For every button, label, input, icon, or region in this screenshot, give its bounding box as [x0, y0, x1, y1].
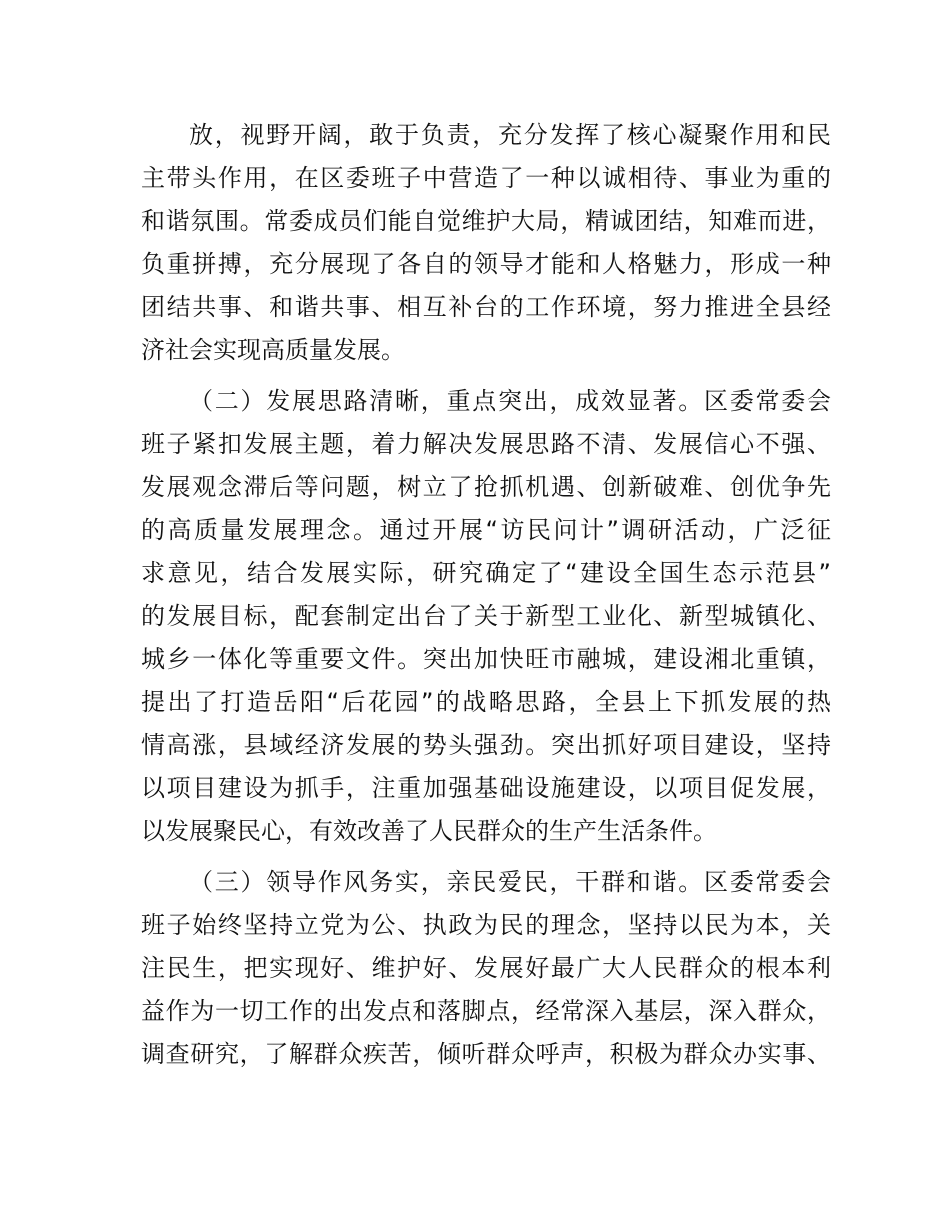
paragraph-3 — [141, 861, 831, 1076]
text-line: 益作为一切工作的出发点和落脚点，经常深入基层，深入群众， — [141, 997, 831, 1025]
text-line: 城乡一体化等重要文件。突出加快旺市融城，建设湘北重镇， — [141, 645, 831, 673]
text-line: 班子始终坚持立党为公、执政为民的理念，坚持以民为本，关 — [141, 911, 831, 939]
paragraph-gap — [141, 372, 831, 380]
paragraph-gap — [141, 853, 831, 861]
text-line: 注民生，把实现好、维护好、发展好最广大人民群众的根本利 — [141, 954, 831, 982]
text-line: （三）领导作风务实，亲民爱民，干群和谐。区委常委会 — [189, 868, 831, 896]
text-line: 放，视野开阔，敢于负责，充分发挥了核心凝聚作用和民 — [189, 121, 831, 149]
text-line: 调查研究，了解群众疾苦，倾听群众呼声，积极为群众办实事、 — [141, 1040, 831, 1068]
paragraph-2 — [141, 380, 831, 853]
text-line: （二）发展思路清晰，重点突出，成效显著。区委常委会 — [189, 387, 831, 415]
text-line: 以发展聚民心，有效改善了人民群众的生产生活条件。 — [141, 817, 717, 845]
text-line: 以项目建设为抓手，注重加强基础设施建设，以项目促发展， — [141, 774, 831, 802]
document-body — [141, 114, 831, 1076]
text-line: 和谐氛围。常委成员们能自觉维护大局，精诚团结，知难而进， — [141, 207, 831, 235]
text-line: 发展观念滞后等问题，树立了抢抓机遇、创新破难、创优争先 — [141, 473, 831, 501]
text-line: 提出了打造岳阳“后花园”的战略思路，全县上下抓发展的热 — [141, 688, 831, 716]
text-line: 济社会实现高质量发展。 — [141, 336, 405, 364]
text-line: 班子紧扣发展主题，着力解决发展思路不清、发展信心不强、 — [141, 430, 831, 458]
text-line: 的发展目标，配套制定出台了关于新型工业化、新型城镇化、 — [141, 602, 831, 630]
text-line: 团结共事、和谐共事、相互补台的工作环境，努力推进全县经 — [141, 293, 831, 321]
text-line: 求意见，结合发展实际，研究确定了“建设全国生态示范县” — [141, 559, 831, 587]
text-line: 的高质量发展理念。通过开展“访民问计”调研活动，广泛征 — [141, 516, 831, 544]
text-line: 主带头作用，在区委班子中营造了一种以诚相待、事业为重的 — [141, 164, 831, 192]
paragraph-1 — [141, 114, 831, 372]
text-line: 情高涨，县域经济发展的势头强劲。突出抓好项目建设，坚持 — [141, 731, 831, 759]
text-line: 负重拼搏，充分展现了各自的领导才能和人格魅力，形成一种 — [141, 250, 831, 278]
